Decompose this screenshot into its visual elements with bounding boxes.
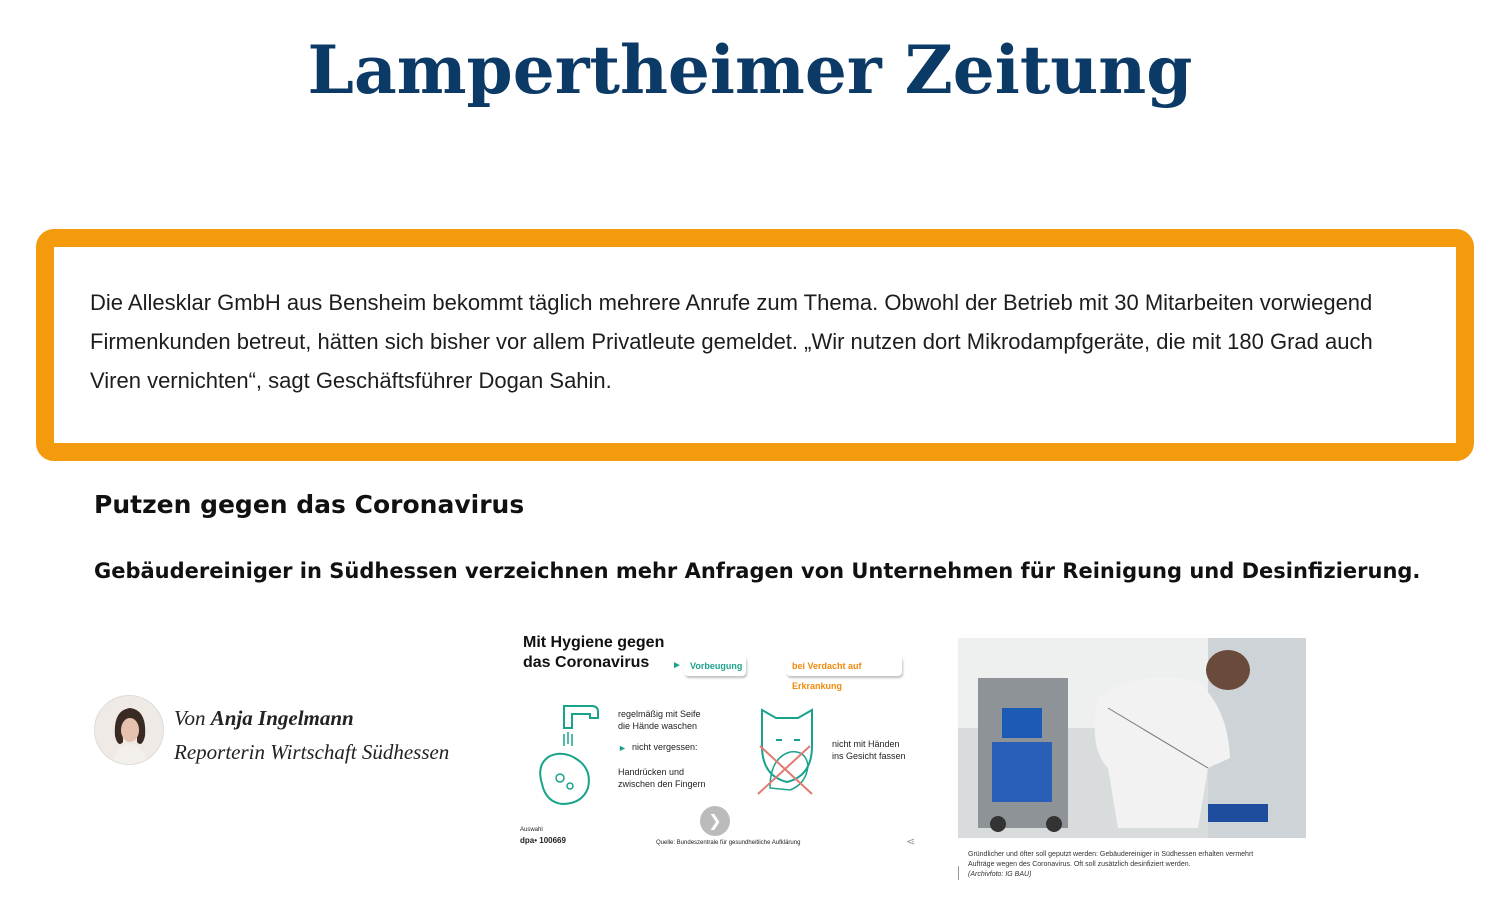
wash-hands-text: regelmäßig mit Seife die Hände waschen: [618, 709, 701, 731]
author-avatar: [94, 695, 164, 765]
source-label: Quelle: Bundeszentrale für gesundheitliche Aufklärung: [656, 840, 801, 846]
article-photo[interactable]: [958, 638, 1306, 838]
author-prefix: Von: [174, 706, 206, 730]
author-name[interactable]: Anja Ingelmann: [210, 706, 354, 730]
quote-text: Die Allesklar GmbH aus Bensheim bekommt täglich mehrere Anrufe zum Thema. Obwohl der Betrieb mit 30 Mitarbeiten vorwiegend Firmenkunden betreut, hätten sich bisher vor allem Privatleute gemeldet. „Wir nutzen dort Mikrodampfgeräte, die mit 180 Grad auch Viren vernichten“, sagt Geschäftsführer Dogan Sahin.: [90, 290, 1373, 393]
photo-caption: [968, 850, 1258, 880]
article-subline: Gebäudereiniger in Südhessen verzeichnen mehr Anfragen von Unternehmen für Reinigung und Desinfizierung.: [94, 559, 1421, 583]
newspaper-logo[interactable]: Lampertheimer Zeitung: [307, 31, 1193, 109]
infographic-title: Mit Hygiene gegen das Coronavirus: [523, 634, 665, 671]
photo-credit: (Archivfoto: IG BAU): [968, 871, 1032, 878]
no-face-touch-text: nicht mit Händen ins Gesicht fassen: [832, 739, 906, 761]
hygiene-infographic[interactable]: [514, 628, 926, 858]
face-touch-icon: [750, 706, 824, 800]
author-text: [174, 701, 449, 769]
dont-forget-text: nicht vergessen:: [632, 742, 698, 752]
quote-box: [36, 229, 1474, 461]
tab-prevention[interactable]: Vorbeugung: [684, 656, 746, 676]
caption-divider: [958, 866, 959, 880]
caption-text: Gründlicher und öfter soll geputzt werden: Gebäudereiniger in Südhessen erhalten vermehrt Aufträge wegen des Coronavirus. Oft soll zusätzlich desinfiziert werden.: [968, 851, 1254, 868]
author-byline: [94, 695, 494, 767]
article-headline: Putzen gegen das Coronavirus: [94, 490, 525, 519]
tab-suspicion[interactable]: bei Verdacht auf Erkrankung: [786, 656, 902, 676]
next-slide-button[interactable]: ❯: [700, 806, 730, 836]
hand-parts-text: Handrücken und zwischen den Fingern: [618, 767, 706, 789]
masthead: [0, 30, 1500, 110]
agency-label: dpa• 100669: [520, 836, 566, 845]
author-role: Reporterin Wirtschaft Südhessen: [174, 740, 450, 764]
hand-washing-icon: [534, 704, 604, 814]
play-arrow-icon: ►: [618, 743, 627, 753]
play-arrow-icon: ►: [672, 660, 682, 671]
selection-label: Auswahl: [520, 827, 543, 833]
share-icon[interactable]: ⋖: [906, 836, 916, 848]
